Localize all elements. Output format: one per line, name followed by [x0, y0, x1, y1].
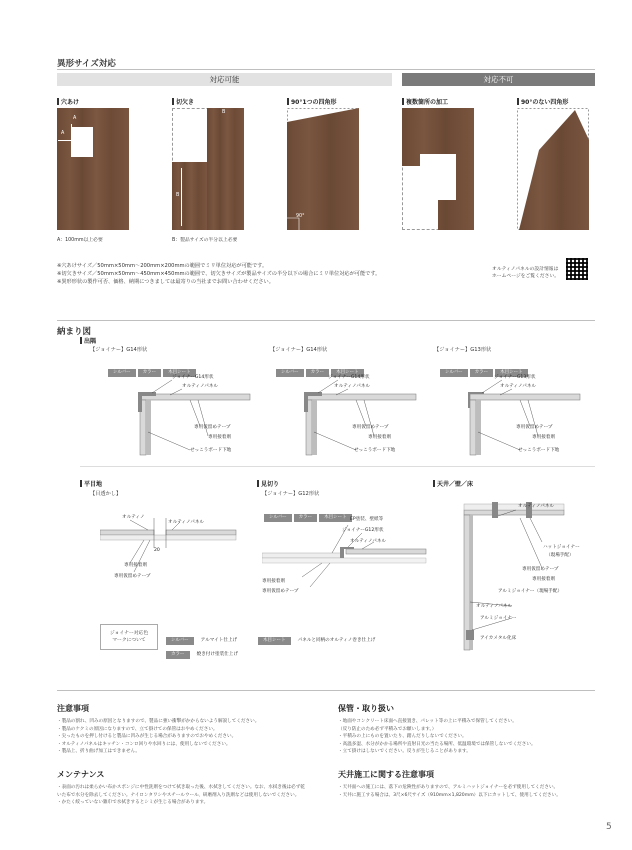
shape-note-3: ※異形形状の製作可否、価格、納期につきましては最寄りの当社までお問い合わせください。 — [57, 279, 274, 285]
supported-banner: 対応可能 — [57, 73, 392, 86]
note-line: いた布で水分を除去してください。ナイロンタワシやスチールウール、研磨剤入り洗剤などは使用しないでください。 — [57, 792, 300, 798]
callout: ジョイナーG13形状 — [494, 375, 536, 380]
callout: 専用仮留めテープ — [194, 425, 231, 430]
callout: せっこうボード下地 — [518, 448, 560, 453]
flat-joint-sub: 【目透かし】 — [90, 491, 122, 497]
legend-text: パネルと同柄のオルティノ巻き仕上げ — [297, 638, 376, 643]
callout: 専用接着剤 — [532, 435, 555, 440]
chip-silver: シルバー — [276, 369, 304, 377]
panel-no-right-angle-illustration — [517, 108, 589, 230]
callout: 専用仮留めテープ — [262, 589, 299, 594]
callout: オルティノパネル — [350, 539, 387, 544]
note-line: ・製品上、折り曲げ加工はできません。 — [57, 749, 140, 754]
note-line: ・天井面への施工には、落下の危険性がありますので、アルミハットジョイナーを必ず使用してください。 — [338, 785, 559, 790]
joiner-label: 【ジョイナー】G12形状 — [262, 491, 320, 497]
qr-text-1: オルティノパネルの設計情報は — [492, 267, 559, 272]
callout: （現場手配） — [546, 553, 574, 558]
qr-code-icon[interactable] — [566, 258, 588, 280]
callout: 専用仮留めテープ — [516, 425, 553, 430]
callout: オルティノパネル — [334, 384, 371, 389]
chip-silver: シルバー — [264, 514, 292, 522]
chip-woodgrain: 木目シート — [495, 369, 528, 377]
chip-woodgrain: 木目シート — [258, 637, 291, 645]
card-label-no-right-angle: 90°のない四角形 — [517, 97, 568, 106]
caption-a: A：100mm以上必要 — [57, 238, 103, 243]
note-line: ・尖ったものを押し付けると製品に凹みが生じる場合がありますのでおやめください。 — [57, 734, 237, 739]
dim-line — [181, 168, 182, 226]
note-body-storage — [338, 718, 536, 756]
dim-a-left: A — [61, 131, 65, 136]
panel-hole-illustration — [57, 108, 129, 230]
legend-title-1: ジョイナー対応色 — [109, 631, 149, 636]
callout: オルティノパネル — [518, 504, 555, 509]
note-line: ・地面やコンクリート床面へ直接置き、パレット等の上に平積みで保管してください。 — [338, 719, 517, 724]
chip-color: カラー — [306, 369, 330, 377]
callout: 専用仮留めテープ — [114, 574, 151, 579]
card-label-notch: 切欠き — [172, 97, 194, 106]
callout: ジョイナーG12形状 — [342, 528, 384, 533]
callout: アイカメタル化床 — [480, 636, 517, 641]
dim-b-side: B — [176, 193, 180, 198]
panel-one-right-angle-illustration — [287, 108, 359, 230]
note-line: ・製品の割れ、凹みの原因となりますので、製品に強い衝撃がかからないよう解説してください。 — [57, 719, 260, 724]
hole-cutout — [71, 127, 93, 157]
callout: オルティノパネル — [182, 384, 219, 389]
qr-text-2: ホームページをご覧ください。 — [492, 274, 560, 279]
joiner-label: 【ジョイナー】G13形状 — [434, 347, 492, 353]
ceiling-wall-diagram — [460, 490, 570, 655]
dim-line — [58, 140, 71, 141]
callout: オルティノパネル — [500, 384, 537, 389]
chip-color: カラー — [166, 651, 190, 659]
caption-b: B：製品サイズの半分以上必要 — [172, 238, 238, 243]
note-line: （反り防止のため必ず平積みでお願いします。） — [338, 726, 437, 732]
dim-line — [71, 124, 72, 127]
callout: せっこうボード下地 — [354, 448, 396, 453]
group-label-corner: 出隅 — [80, 336, 96, 345]
note-title-storage: 保管・取り扱い — [338, 704, 394, 713]
callout: 専用仮留めテープ — [352, 425, 389, 430]
callout: ハットジョイナー — [543, 545, 580, 550]
callout: ジョイナーG14形状 — [328, 375, 370, 380]
section-rule — [57, 69, 595, 70]
note-line: ・立て掛けはしないでください。反りが生じることがあります。 — [338, 749, 471, 754]
legend-text: 焼き付け塗装仕上げ — [196, 652, 238, 657]
chip-color: カラー — [470, 369, 494, 377]
unsupported-banner: 対応不可 — [402, 73, 595, 86]
note-line: ・平積みの上にものを置いたり、踏んだりしないでください。 — [338, 734, 467, 739]
section-rule — [57, 320, 595, 321]
callout: せっこうボード下地 — [190, 448, 232, 453]
legend-title-2: マークについて — [112, 638, 146, 643]
card-label-multi: 複数箇所の加工 — [402, 97, 448, 106]
chip-color: カラー — [138, 369, 162, 377]
chip-woodgrain: 木目シート — [163, 369, 196, 377]
card-label-one-right-angle: 90°1つの四角形 — [287, 97, 337, 106]
joiner-label: 【ジョイナー】G14形状 — [90, 347, 148, 353]
chip-woodgrain: 木目シート — [319, 514, 352, 522]
note-title-ceiling: 天井施工に関する注意事項 — [338, 770, 434, 779]
note-body-ceiling — [338, 784, 561, 799]
note-line: ・かたく絞っていない雑巾で水拭きするとシミが生じる場合があります。 — [57, 800, 209, 805]
note-line: ・高温多湿、水分がかかる場所や直射日光の当たる場所、低温環境では保管しないでください。 — [338, 741, 536, 747]
note-title-caution: 注意事項 — [57, 704, 89, 713]
dim-b-top: B — [222, 110, 226, 115]
callout: オルティノ — [122, 515, 145, 520]
legend-item — [166, 640, 238, 659]
callout: 専用接着剤 — [532, 577, 555, 582]
chip-silver: シルバー — [108, 369, 136, 377]
section-title-shape: 異形サイズ対応 — [57, 59, 116, 69]
note-title-maintenance: メンテナンス — [57, 770, 105, 779]
note-line: ・天井に施工する場合は、3尺×6尺サイズ（910mm×1,820mm）以下にカットして、使用してください。 — [338, 792, 561, 798]
chip-silver: シルバー — [440, 369, 468, 377]
callout: 専用接着剤 — [208, 435, 231, 440]
right-angle-label: 90° — [296, 214, 305, 219]
callout: アルミジョイナー — [480, 616, 517, 621]
callout: 専用接着剤 — [368, 435, 391, 440]
legend-box — [100, 624, 158, 650]
panel-notch-illustration — [207, 108, 244, 230]
note-body-caution — [57, 718, 259, 756]
dim-a-top: A — [73, 116, 77, 121]
card-label-hole: 穴あけ — [57, 97, 79, 106]
callout: EP塗装、壁紙等 — [350, 517, 384, 522]
section-rule — [57, 690, 595, 691]
callout: オルティノパネル — [168, 520, 205, 525]
shape-note-1: ※穴あけサイズ／50mm×50mm〜200mm×200mmの範囲でミリ単位対応が可能です。 — [57, 263, 268, 269]
group-label-ceiling-wall-floor: 天井／壁／床 — [433, 479, 473, 488]
chip-color: カラー — [294, 514, 318, 522]
shape-note-2: ※切欠きサイズ／50mm×50mm〜450mm×450mmの範囲で、切欠きサイズが製品サイズの半分以下の場合にミリ単位対応が可能です。 — [57, 271, 381, 277]
callout: オルティノパネル — [476, 604, 513, 609]
callout: アルミジョイナー（現場手配） — [498, 589, 563, 594]
callout: 専用仮留めテープ — [522, 567, 559, 572]
note-body-maintenance — [57, 784, 305, 807]
callout: ジョイナーG14形状 — [172, 375, 214, 380]
divider — [80, 466, 595, 467]
chip-woodgrain: 木目シート — [331, 369, 364, 377]
callout: 専用接着剤 — [124, 563, 147, 568]
callout: 専用接着剤 — [262, 579, 285, 584]
joiner-label: 【ジョイナー】G14形状 — [270, 347, 328, 353]
note-line: ・表面の汚れは柔らかい布かスポンジに中性洗剤をつけて拭き取った後、水拭きしてください。なお、水拭き後は必ず乾 — [57, 785, 305, 790]
chip-silver: シルバー — [166, 637, 194, 645]
group-label-trim: 見切り — [257, 479, 279, 488]
page-number: 5 — [606, 822, 612, 832]
section-title-details: 納まり図 — [57, 327, 92, 337]
group-label-flat-joint: 平目地 — [80, 479, 102, 488]
panel-multi-cut-illustration — [402, 108, 474, 230]
note-line: ・オルティノパネルはキッチン・コンロ回りや水回りには、使用しないでください。 — [57, 741, 231, 747]
note-line: ・製品のケクミの原因になりますので、立て掛けての保管はおやめください。 — [57, 726, 218, 732]
callout: 20 — [154, 548, 160, 553]
legend-text: アルマイト仕上げ — [200, 638, 238, 643]
legend-item — [258, 626, 375, 645]
